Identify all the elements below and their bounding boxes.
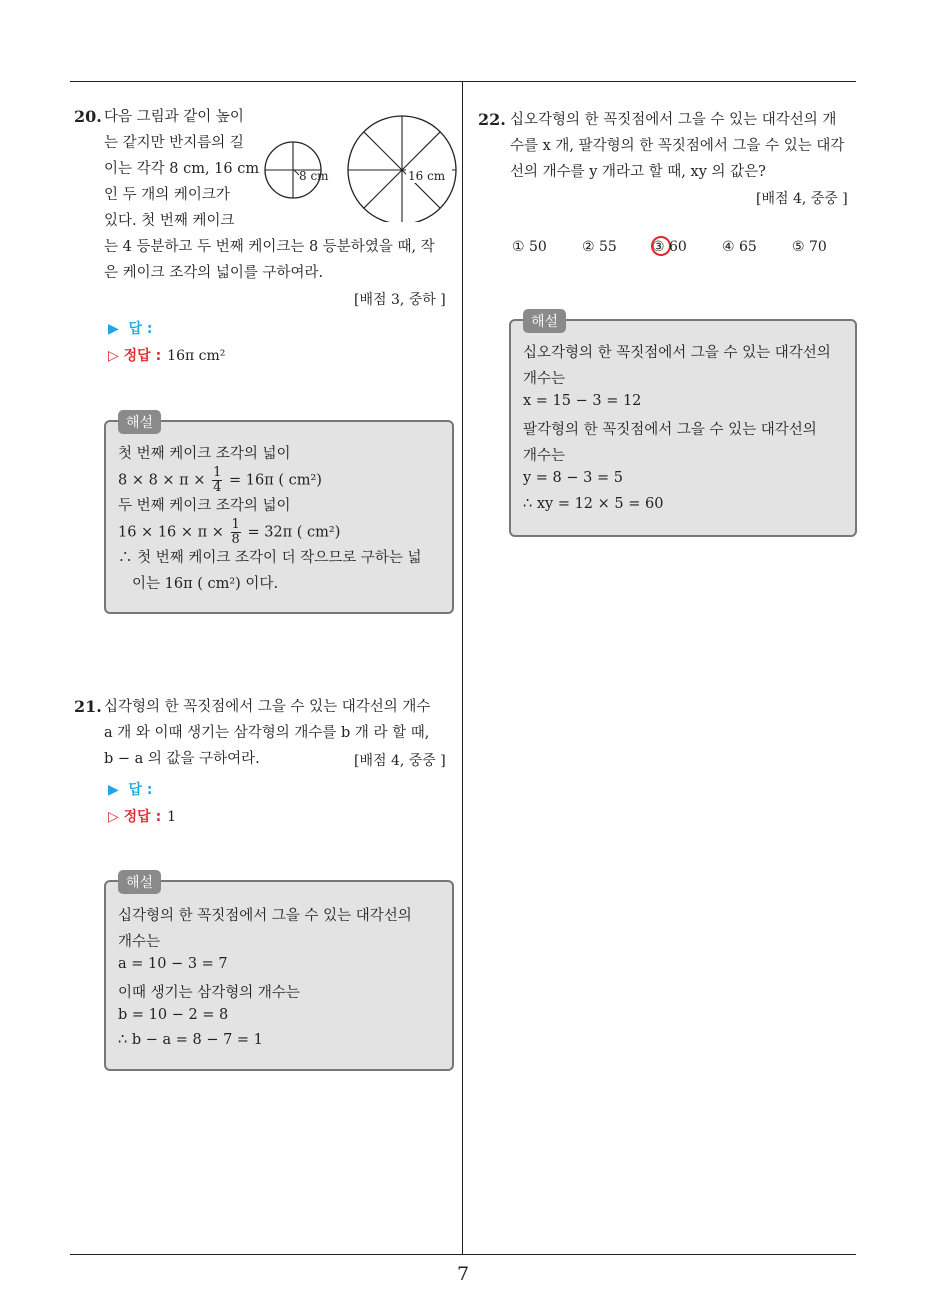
play-outline-icon: ▷ <box>108 348 124 364</box>
correct-value: 16π cm² <box>167 348 226 364</box>
solution-line: 개수는 <box>523 448 566 464</box>
solution-tag: 해설 <box>118 870 161 894</box>
answer-label: 답 : <box>128 321 153 337</box>
choice-4[interactable]: ④ 65 <box>722 239 757 255</box>
question-number: 20. <box>74 107 102 126</box>
solution-line: 팔각형의 한 꼭짓점에서 그을 수 있는 대각선의 <box>523 422 817 438</box>
solution-line: ∴ xy = 12 × 5 = 60 <box>523 496 664 512</box>
question-text-line: 수를 x 개, 팔각형의 한 꼭짓점에서 그을 수 있는 대각 <box>510 138 845 154</box>
column-divider <box>462 82 463 1254</box>
question-text-line: 인 두 개의 케이크가 <box>104 187 230 203</box>
solution-box <box>104 875 454 1071</box>
fraction: $\frac{1}{4}$ <box>213 465 222 495</box>
solution-line: y = 8 − 3 = 5 <box>523 470 623 486</box>
answer-row <box>108 318 153 338</box>
fraction: $\frac{1}{8}$ <box>231 517 240 547</box>
solution-line: 개수는 <box>118 934 161 950</box>
question-text-line: 십각형의 한 꼭짓점에서 그을 수 있는 대각선의 개수 <box>104 699 431 715</box>
question-text-line: 는 같지만 반지름의 길 <box>104 135 244 151</box>
answer-row <box>108 779 153 799</box>
solution-tag: 해설 <box>523 309 566 333</box>
solution-line: 8 × 8 × π × $\frac{1}{4}$ = 16π ( cm²) <box>118 465 322 495</box>
question-text-line: b − a 의 값을 구하여라. <box>104 751 260 767</box>
cake-figure <box>262 110 458 222</box>
question-text-line: 이는 각각 8 cm, 16 cm <box>104 161 260 177</box>
page-number: 7 <box>456 1263 470 1285</box>
choice-5[interactable]: ⑤ 70 <box>792 239 827 255</box>
question-number: 22. <box>478 110 506 129</box>
solution-line: 두 번째 케이크 조각의 넓이 <box>118 498 291 514</box>
solution-line: 16 × 16 × π × $\frac{1}{8}$ = 32π ( cm²) <box>118 517 341 547</box>
solution-line: x = 15 − 3 = 12 <box>523 393 642 409</box>
question-text-line: 있다. 첫 번째 케이크 <box>104 213 235 229</box>
question-text-line: 은 케이크 조각의 넓이를 구하여라. <box>104 265 324 281</box>
correct-value: 1 <box>167 809 177 825</box>
question-text-line: 십오각형의 한 꼭짓점에서 그을 수 있는 대각선의 개 <box>510 112 837 128</box>
play-icon: ▶ <box>108 321 129 337</box>
bottom-rule <box>70 1254 856 1255</box>
solution-line: a = 10 − 3 = 7 <box>118 956 228 972</box>
answer-label: 답 : <box>128 782 153 798</box>
solution-tag: 해설 <box>118 410 161 434</box>
solution-box <box>509 314 857 537</box>
play-icon: ▶ <box>108 782 129 798</box>
correct-label: 정답 : <box>123 809 162 825</box>
correct-answer-row <box>108 806 176 826</box>
solution-line: 십각형의 한 꼭짓점에서 그을 수 있는 대각선의 <box>118 908 412 924</box>
large-cake-radius-label: 16 cm <box>408 169 446 183</box>
question-points: [배점 4, 중중 ] <box>354 753 446 769</box>
play-outline-icon: ▷ <box>108 809 124 825</box>
solution-line: 개수는 <box>523 371 566 387</box>
choice-2[interactable]: ② 55 <box>582 239 617 255</box>
small-cake-radius-label: 8 cm <box>299 169 329 183</box>
question-text-line: 다음 그림과 같이 높이 <box>104 109 244 125</box>
question-points: [배점 3, 중하 ] <box>354 292 446 308</box>
question-points: [배점 4, 중중 ] <box>756 191 848 207</box>
question-text-line: 선의 개수를 y 개라고 할 때, xy 의 값은? <box>510 164 766 180</box>
solution-line: b = 10 − 2 = 8 <box>118 1007 229 1023</box>
question-text-line: a 개 와 이때 생기는 삼각형의 개수를 b 개 라 할 때, <box>104 725 430 741</box>
top-rule <box>70 81 856 82</box>
solution-line: 십오각형의 한 꼭짓점에서 그을 수 있는 대각선의 <box>523 345 831 361</box>
correct-answer-row <box>108 345 225 365</box>
solution-line: ∴ b − a = 8 − 7 = 1 <box>118 1032 263 1048</box>
choice-3[interactable]: ③ 60 <box>652 239 687 255</box>
choice-1[interactable]: ① 50 <box>512 239 547 255</box>
solution-line: 이때 생기는 삼각형의 개수는 <box>118 985 300 1001</box>
solution-line: 첫 번째 케이크 조각의 넓이 <box>118 446 291 462</box>
solution-box <box>104 415 454 614</box>
correct-label: 정답 : <box>123 348 162 364</box>
question-text-line: 는 4 등분하고 두 번째 케이크는 8 등분하였을 때, 작 <box>104 239 435 255</box>
solution-line: ∴ 첫 번째 케이크 조각이 더 작으므로 구하는 넓 <box>118 550 422 566</box>
solution-line: 이는 16π ( cm²) 이다. <box>132 576 279 592</box>
question-number: 21. <box>74 697 102 716</box>
